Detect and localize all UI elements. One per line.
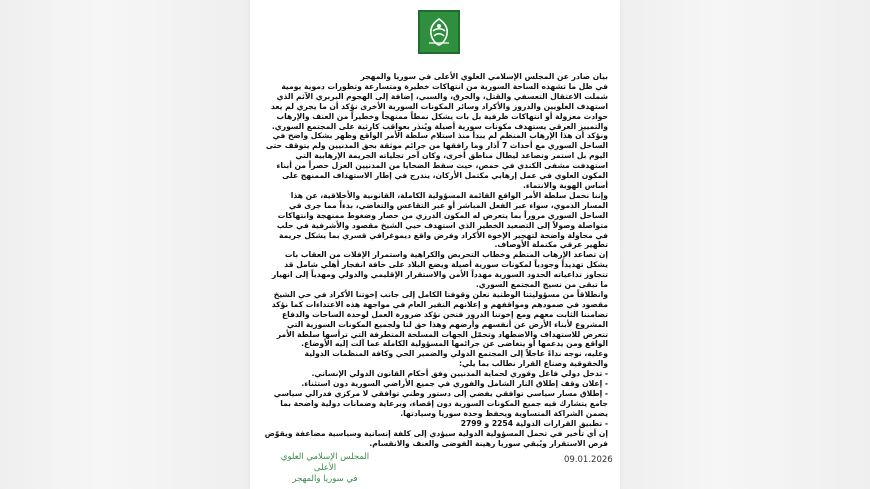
statement-paragraph-6: وعليه، نوجه نداءً عاجلاً إلى المجتمع الدولي والضمير الحي وكافة المنظمات الدولية والحقوقية وصناع القرار نطالب بما يلي:	[304, 349, 608, 369]
statement-paragraph-2: ونؤكد أن هذا الإرهاب المنظم لم يبدأ منذ استلام سلطة الأمر الواقع وظهر بشكل واضح في الساحل السوري مع أحداث 7 آذار وما رافقها من جرائم موثقة بحق المدنيين ولم يتوقف حتى اليوم بل استمر وتصاعد ليطال مناطق أخرى، وكان آخر تجلياته الجريمة الإرهابية التي استهدفت مشفى الكندي في حمص، حيث سقط الضحايا من المدنيين العزل حصراً من أبناء المكون العلوي في عمل إرهابي مكتمل الأركان، يندرج في إطار الاستهداف الممنهج على أساس الهوية والانتماء.	[265, 131, 608, 190]
demand-item: - إعلان وقف إطلاق النار الشامل والفوري في جميع الأراضي السورية دون استثناء.	[264, 379, 608, 389]
signature	[270, 452, 380, 485]
demand-item: - إطلاق مسار سياسي توافقي يفضي إلى دستور وطني توافقي لا مركزي فدرالي سياسي جامع يتشارك فيه جميع المكونات السورية دون إقصاء، وبرعاية وضمانات دولية واضحة بما يضمن الشراكة المتساوية ويحفظ وحدة سوريا وسيادتها.	[264, 389, 608, 419]
statement-closing: إن أي تأخير في تحمل المسؤولية الدولية سيؤدي إلى كلفة إنسانية وسياسية مضاعفة ويقوّض فرص الاستقرار ويُبقي سوريا رهينة الفوضى والعنف والانقسام.	[264, 428, 608, 448]
demand-item: - تطبيق القرارات الدولية 2254 و 2799	[264, 419, 608, 429]
demands-list	[264, 369, 608, 428]
statement-body	[264, 72, 608, 448]
statement-page	[250, 0, 620, 489]
council-emblem-icon	[418, 10, 460, 54]
statement-date: 09.01.2026	[564, 455, 613, 465]
statement-paragraph-1: في ظل ما تشهده الساحة السورية من انتهاكات خطيرة ومتسارعة وتطورات دموية يومية شملت الاعتقال التعسفي والقتل، والحرق، والسبي، إضافة إلى الهجوم البربري الآثم الذي استهدف العلويين والدروز والأكراد وسائر المكونات السورية الأخرى نؤكد أن ما يجري لم يعد حوادث معزولة أو انتهاكات ظرفية بل بات يشكل نمطاً ممنهجاً وخطيراً من العنف والإرهاب والتمييز العرقي يستهدف مكونات سورية أصيلة ويُنذر بعواقب كارثية على المجتمع السوري.	[270, 81, 608, 131]
background-left	[0, 0, 250, 489]
signature-line-2: في سوريا والمهجر	[292, 474, 358, 484]
background-right	[620, 0, 870, 489]
statement-paragraph-4: إن تصاعد الإرهاب المنظم وخطاب التحريض والكراهية واستمرار الإفلات من العقاب بات يشكل تهديداً وجودياً لمكونات سورية أصيلة ويضع البلاد على حافة انفجار أهلي شامل قد تتجاوز تداعياته الحدود السورية مهدداً الأمن والاستقرار الإقليمي والدولي ومهدياً إلى انهيار ما تبقى من نسيج المجتمع السوري.	[271, 250, 608, 290]
demand-item: - تدخل دولي فاعل وفوري لحماية المدنيين وفق أحكام القانون الدولي الإنساني.	[264, 369, 608, 379]
signature-line-1: المجلس الإسلامي العلوي الأعلى	[280, 452, 370, 473]
statement-heading: بيان صادر عن المجلس الإسلامي العلوي الأعلى في سوريا والمهجر	[360, 72, 608, 81]
statement-paragraph-5: وانطلاقاً من مسؤوليتنا الوطنية نعلن وقوفنا الكامل إلى جانب إخوتنا الأكراد في حي الشيخ مقصود في صمودهم ومواقفهم و إعلانهم النفير العام في مواجهة هذه الاعتداءات كما نؤكد تضامننا الثابت معهم ومع إخوتنا الدروز فنحن نؤكد ضرورة العمل لوحدة الساحات والدفاع المشروع لأبناء الأرض عن أنفسهم وأرضهم وهذا حق لنا ولجميع المكونات السورية التي تتعرض للاستهداف والاضطهاد وتحمّل الجهات المسلحة المتطرفة التي ترأسها سلطة الأمر الواقع ومن يدعمها أو يتغاضى عن جرائمها المسؤولية الكاملة عما آلت إليه الأوضاع.	[271, 289, 608, 349]
statement-paragraph-3: وإننا نحمل سلطة الأمر الواقع القائمة المسؤولية الكاملة، القانونية والأخلاقية، عن هذا المسار الدموي، سواء عبر الفعل المباشر أو عبر التقاعس والتغاضي، بدءاً مما جرى في الساحل السوري مروراً بما يتعرض له المكون الدرزي من حصار وضغوط ممنهجة وانتهاكات متواصلة وصولاً إلى التصعيد الخطير الذي استهدف حيي الشيخ مقصود والأشرفية في حلب في محاولة واضحة لتهجير الإخوة الأكراد وفرض واقع ديموغرافي قسري بما يشكل جريمة تطهير عرقي مكتملة الأوصاف.	[276, 190, 608, 250]
